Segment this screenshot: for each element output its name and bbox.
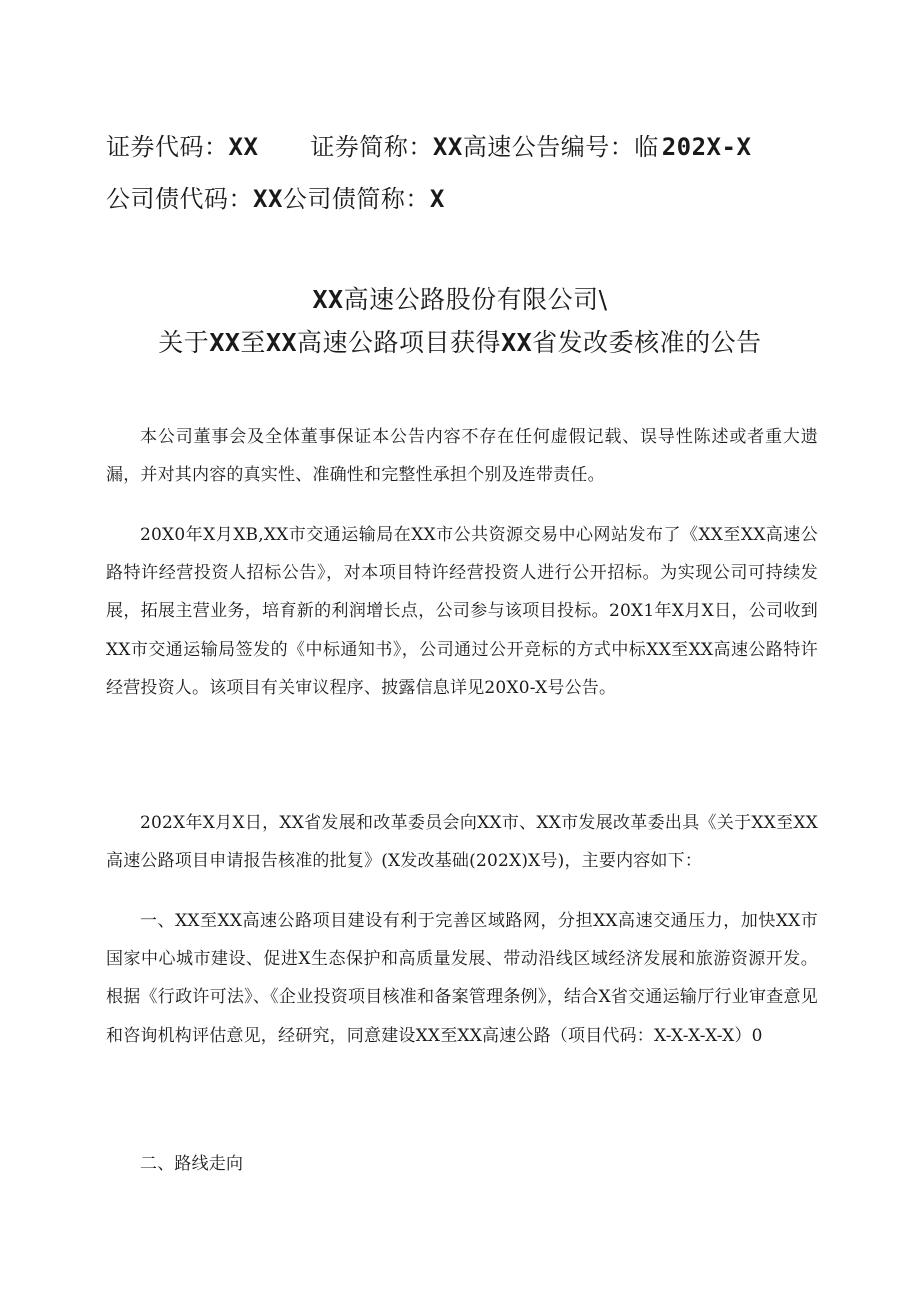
subject-xx-1: XX	[209, 328, 241, 357]
notice-subject	[0, 327, 920, 359]
paragraph-background	[106, 516, 818, 707]
stock-name-label: 证券简称：	[310, 133, 433, 161]
subject-part-4: 省发改委核准的公告	[532, 328, 762, 357]
subject-part-3: 高速公路项目获得	[297, 328, 502, 357]
paragraph-disclaimer	[106, 418, 818, 494]
stock-name-suffix: 高速公告编号：临	[462, 133, 659, 161]
stock-code: XX	[228, 133, 259, 161]
bond-name: X	[429, 185, 445, 213]
notice-number: 202X-X	[661, 133, 752, 161]
company-title	[0, 284, 920, 316]
stock-name: XX	[432, 133, 463, 161]
subject-xx-2: XX	[265, 328, 298, 357]
paragraph-item-one	[106, 902, 818, 1055]
paragraph-text: 本公司董事会及全体董事保证本公告内容不存在任何虚假记载、误导性陈述或者重大遗漏，并对其内容的真实性、准确性和完整性承担个别及连带责任。	[106, 427, 818, 486]
bond-name-label: 公司债简称：	[282, 185, 430, 213]
paragraph-text: 202X年X月X日，XX省发展和改革委员会向XX市、XX市发展改革委出具《关于XX至XX高速公路项目申请报告核准的批复》(X发改基础(202X)X号)，主要内容如下：	[106, 813, 818, 872]
paragraph-text: 一、XX至XX高速公路项目建设有利于完善区域路网，分担XX高速交通压力，加快XX市国家中心城市建设、促进X生态保护和高质量发展、带动沿线区域经济发展和旅游资源开发。根据《行政许可法》、《企业投资项目核准和备案管理条例》，结合X省交通运输厅行业审查意见和咨询机构评估意见，经研究，同意建设XX至XX高速公路（项目代码：X-X-X-X-X）0	[106, 911, 818, 1046]
subject-part-2: 至	[240, 328, 266, 357]
paragraph-text: 二、路线走向	[140, 1154, 244, 1174]
subject-part-1: 关于	[158, 328, 210, 357]
subject-xx-3: XX	[501, 328, 533, 357]
stock-info-line	[106, 132, 751, 162]
paragraph-item-two	[106, 1145, 818, 1183]
bond-code: XX	[253, 185, 283, 213]
bond-info-line	[106, 184, 445, 214]
bond-code-label: 公司债代码：	[106, 185, 253, 213]
company-name: 高速公路股份有限公司\	[343, 285, 608, 314]
paragraph-approval	[106, 804, 818, 880]
stock-code-label: 证券代码：	[106, 133, 229, 161]
paragraph-text: 20X0年X月XB,XX市交通运输局在XX市公共资源交易中心网站发布了《XX至XX高速公路特许经营投资人招标公告》，对本项目特许经营投资人进行公开招标。为实现公司可持续发展，拓展主营业务，培育新的利润增长点，公司参与该项目投标。20X1年X月X日，公司收到XX市交通运输局签发的《中标通知书》，公司通过公开竞标的方式中标XX至XX高速公路特许经营投资人。该项目有关审议程序、披露信息详见20X0-X号公告。	[106, 525, 818, 698]
company-prefix: XX	[312, 285, 344, 314]
